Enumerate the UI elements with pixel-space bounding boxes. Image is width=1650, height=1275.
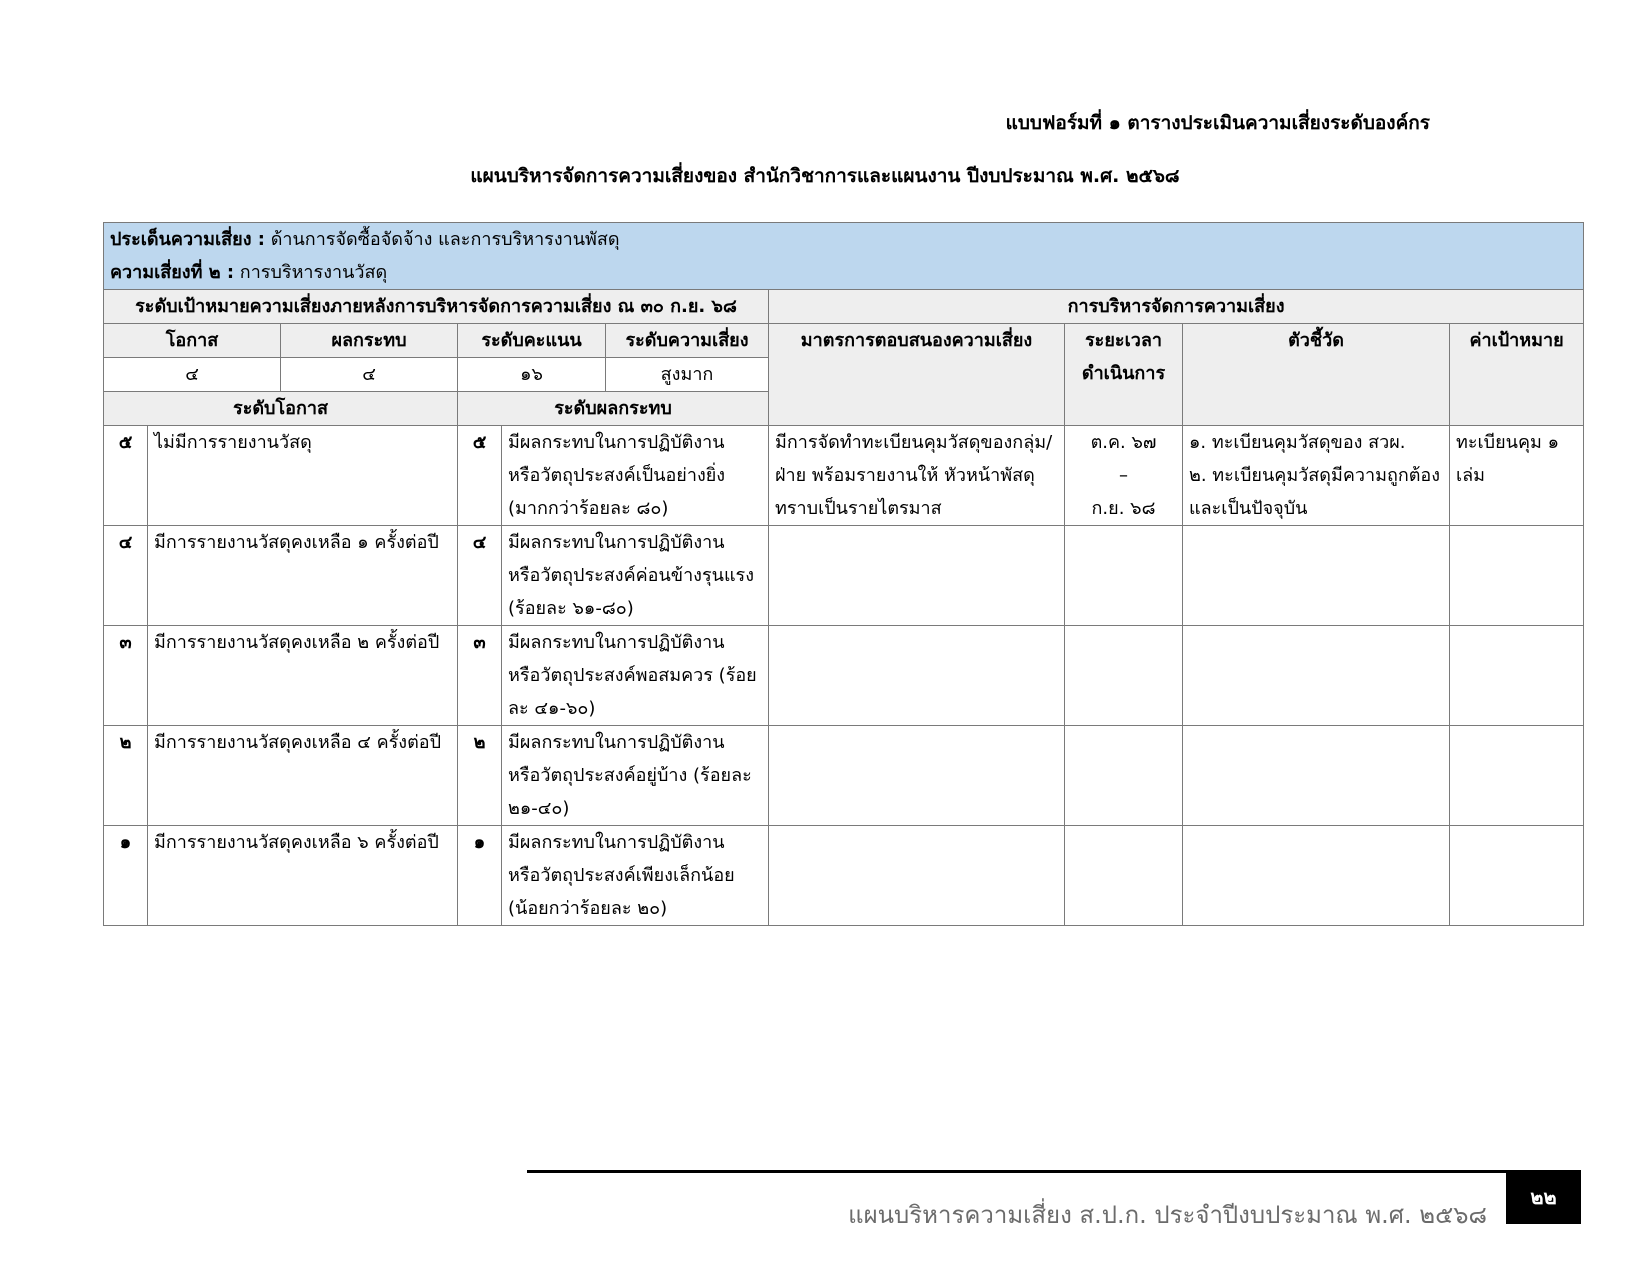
duration-cell — [1065, 726, 1183, 826]
opportunity-number: ๑ — [104, 826, 148, 926]
form-label: แบบฟอร์มที่ ๑ ตารางประเมินความเสี่ยงระดับองค์กร — [1005, 112, 1430, 134]
duration-cell — [1065, 426, 1183, 526]
col-duration-line1: ระยะเวลา — [1085, 330, 1162, 351]
col-score: ระดับคะแนน — [458, 324, 606, 358]
impact-level-header: ระดับผลกระทบ — [458, 392, 769, 426]
opportunity-description: มีการรายงานวัสดุคงเหลือ ๖ ครั้งต่อปี — [148, 826, 458, 926]
risk-measure — [769, 826, 1065, 926]
risk-measure — [769, 726, 1065, 826]
risk-issue-value: ด้านการจัดซื้อจัดจ้าง และการบริหารงานพัสดุ — [270, 229, 620, 250]
opportunity-description: ไม่มีการรายงานวัสดุ — [148, 426, 458, 526]
column-header-row — [104, 324, 1584, 358]
value-opportunity: ๔ — [104, 358, 281, 392]
section-header-row — [104, 290, 1584, 324]
risk-number-label: ความเสี่ยงที่ ๒ : — [110, 262, 235, 283]
opportunity-number: ๔ — [104, 526, 148, 626]
target-value — [1450, 526, 1584, 626]
impact-number: ๔ — [458, 526, 502, 626]
risk-issue-row — [104, 223, 1584, 290]
table-row — [104, 826, 1584, 926]
col-target: ค่าเป้าหมาย — [1450, 324, 1584, 426]
impact-description: มีผลกระทบในการปฏิบัติงาน หรือวัตถุประสงค์พอสมควร (ร้อยละ ๔๑-๖๐) — [502, 626, 769, 726]
value-score: ๑๖ — [458, 358, 606, 392]
duration-cell — [1065, 826, 1183, 926]
opportunity-description: มีการรายงานวัสดุคงเหลือ ๒ ครั้งต่อปี — [148, 626, 458, 726]
duration-cell — [1065, 526, 1183, 626]
risk-assessment-table — [103, 222, 1584, 926]
footer-divider — [527, 1170, 1508, 1173]
impact-description: มีผลกระทบในการปฏิบัติงาน หรือวัตถุประสงค์เพียงเล็กน้อย (น้อยกว่าร้อยละ ๒๐) — [502, 826, 769, 926]
indicator-2: ๒. ทะเบียนคุมวัสดุมีความถูกต้องและเป็นปัจจุบัน — [1189, 465, 1441, 519]
col-indicator: ตัวชี้วัด — [1183, 324, 1450, 426]
value-impact: ๔ — [281, 358, 458, 392]
target-value: ทะเบียนคุม ๑ เล่ม — [1450, 426, 1584, 526]
table-row — [104, 726, 1584, 826]
impact-number: ๑ — [458, 826, 502, 926]
opportunity-description: มีการรายงานวัสดุคงเหลือ ๑ ครั้งต่อปี — [148, 526, 458, 626]
table-row — [104, 426, 1584, 526]
col-measures: มาตรการตอบสนองความเสี่ยง — [769, 324, 1065, 426]
value-risk-level: สูงมาก — [606, 358, 769, 392]
col-duration-line2: ดำเนินการ — [1081, 363, 1166, 384]
indicator-cell — [1183, 726, 1450, 826]
indicator-cell — [1183, 826, 1450, 926]
page-number: ๒๒ — [1506, 1170, 1581, 1224]
opportunity-number: ๕ — [104, 426, 148, 526]
duration-end: ก.ย. ๖๘ — [1091, 498, 1156, 519]
indicator-cell — [1183, 626, 1450, 726]
col-risk-level: ระดับความเสี่ยง — [606, 324, 769, 358]
target-level-header: ระดับเป้าหมายความเสี่ยงภายหลังการบริหารจัดการความเสี่ยง ณ ๓๐ ก.ย. ๖๘ — [104, 290, 769, 324]
impact-description: มีผลกระทบในการปฏิบัติงาน หรือวัตถุประสงค์อยู่บ้าง (ร้อยละ ๒๑-๔๐) — [502, 726, 769, 826]
col-duration — [1065, 324, 1183, 426]
opportunity-number: ๒ — [104, 726, 148, 826]
impact-description: มีผลกระทบในการปฏิบัติงาน หรือวัตถุประสงค์ค่อนข้างรุนแรง (ร้อยละ ๖๑-๘๐) — [502, 526, 769, 626]
impact-number: ๓ — [458, 626, 502, 726]
risk-management-header: การบริหารจัดการความเสี่ยง — [769, 290, 1584, 324]
risk-issue-label: ประเด็นความเสี่ยง : — [110, 229, 265, 250]
indicator-1: ๑. ทะเบียนคุมวัสดุของ สวผ. — [1189, 432, 1406, 453]
plan-title: แผนบริหารจัดการความเสี่ยงของ สำนักวิชาการและแผนงาน ปีงบประมาณ พ.ศ. ๒๕๖๘ — [470, 165, 1180, 187]
footer-text: แผนบริหารความเสี่ยง ส.ป.ก. ประจำปีงบประมาณ พ.ศ. ๒๕๖๘ — [848, 1201, 1487, 1229]
opportunity-number: ๓ — [104, 626, 148, 726]
impact-number: ๕ — [458, 426, 502, 526]
target-value — [1450, 626, 1584, 726]
duration-start: ต.ค. ๖๗ — [1090, 432, 1157, 453]
risk-number-value: การบริหารงานวัสดุ — [239, 262, 388, 283]
table-row — [104, 526, 1584, 626]
table-row — [104, 626, 1584, 726]
target-value — [1450, 726, 1584, 826]
duration-cell — [1065, 626, 1183, 726]
impact-description: มีผลกระทบในการปฏิบัติงาน หรือวัตถุประสงค์เป็นอย่างยิ่ง (มากกว่าร้อยละ ๘๐) — [502, 426, 769, 526]
impact-number: ๒ — [458, 726, 502, 826]
risk-measure — [769, 526, 1065, 626]
indicator-cell — [1183, 426, 1450, 526]
col-opportunity: โอกาส — [104, 324, 281, 358]
indicator-cell — [1183, 526, 1450, 626]
opportunity-description: มีการรายงานวัสดุคงเหลือ ๔ ครั้งต่อปี — [148, 726, 458, 826]
col-impact: ผลกระทบ — [281, 324, 458, 358]
duration-dash: – — [1119, 465, 1128, 486]
risk-measure: มีการจัดทำทะเบียนคุมวัสดุของกลุ่ม/ฝ่าย พร้อมรายงานให้ หัวหน้าพัสดุ ทราบเป็นรายไตรมาส — [769, 426, 1065, 526]
opportunity-level-header: ระดับโอกาส — [104, 392, 458, 426]
target-value — [1450, 826, 1584, 926]
risk-measure — [769, 626, 1065, 726]
